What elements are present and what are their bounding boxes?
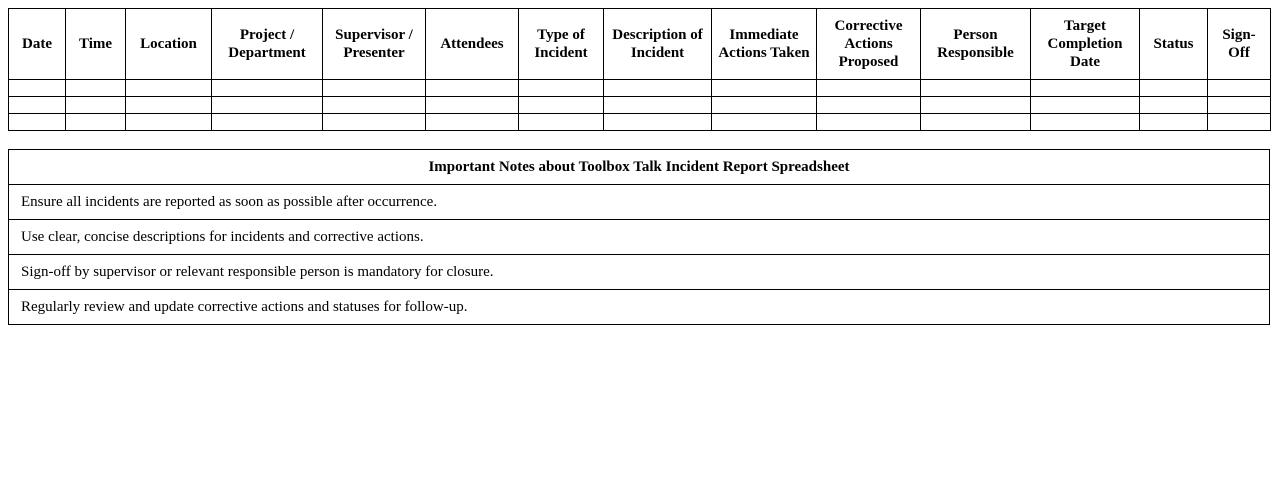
table-cell[interactable] — [426, 97, 519, 114]
header-person-responsible: Person Responsible — [921, 9, 1031, 80]
table-cell[interactable] — [126, 114, 212, 131]
table-cell[interactable] — [66, 114, 126, 131]
table-row — [9, 80, 1271, 97]
table-cell[interactable] — [519, 80, 604, 97]
table-cell[interactable] — [9, 114, 66, 131]
note-item: Regularly review and update corrective actions and statuses for follow-up. — [9, 290, 1270, 325]
table-cell[interactable] — [1208, 80, 1271, 97]
header-date: Date — [9, 9, 66, 80]
table-cell[interactable] — [604, 97, 712, 114]
header-target-completion-date: Target Completion Date — [1031, 9, 1140, 80]
note-row — [9, 290, 1270, 325]
table-cell[interactable] — [323, 97, 426, 114]
header-row — [9, 9, 1271, 80]
notes-table — [8, 149, 1270, 325]
table-cell[interactable] — [9, 97, 66, 114]
table-cell[interactable] — [9, 80, 66, 97]
table-cell[interactable] — [817, 97, 921, 114]
note-item: Sign-off by supervisor or relevant responsible person is mandatory for closure. — [9, 255, 1270, 290]
note-item: Ensure all incidents are reported as soon as possible after occurrence. — [9, 185, 1270, 220]
header-attendees: Attendees — [426, 9, 519, 80]
header-supervisor-presenter: Supervisor / Presenter — [323, 9, 426, 80]
header-status: Status — [1140, 9, 1208, 80]
incident-report-table — [8, 8, 1271, 131]
table-row — [9, 114, 1271, 131]
note-row — [9, 185, 1270, 220]
header-corrective-actions-proposed: Corrective Actions Proposed — [817, 9, 921, 80]
table-cell[interactable] — [1140, 80, 1208, 97]
header-sign-off: Sign-Off — [1208, 9, 1271, 80]
notes-header-row — [9, 150, 1270, 185]
table-cell[interactable] — [921, 80, 1031, 97]
table-cell[interactable] — [126, 97, 212, 114]
table-cell[interactable] — [426, 80, 519, 97]
table-cell[interactable] — [1031, 80, 1140, 97]
table-cell[interactable] — [212, 80, 323, 97]
table-cell[interactable] — [519, 97, 604, 114]
table-cell[interactable] — [519, 114, 604, 131]
header-description-of-incident: Description of Incident — [604, 9, 712, 80]
table-cell[interactable] — [426, 114, 519, 131]
note-row — [9, 220, 1270, 255]
table-cell[interactable] — [212, 114, 323, 131]
table-cell[interactable] — [604, 80, 712, 97]
table-cell[interactable] — [817, 80, 921, 97]
header-immediate-actions-taken: Immediate Actions Taken — [712, 9, 817, 80]
table-cell[interactable] — [1140, 97, 1208, 114]
table-cell[interactable] — [604, 114, 712, 131]
header-type-of-incident: Type of Incident — [519, 9, 604, 80]
table-cell[interactable] — [712, 97, 817, 114]
table-cell[interactable] — [921, 114, 1031, 131]
table-row — [9, 97, 1271, 114]
table-cell[interactable] — [1208, 114, 1271, 131]
table-cell[interactable] — [323, 80, 426, 97]
table-cell[interactable] — [66, 80, 126, 97]
note-row — [9, 255, 1270, 290]
table-cell[interactable] — [212, 97, 323, 114]
report-table-body — [9, 80, 1271, 131]
table-cell[interactable] — [126, 80, 212, 97]
table-cell[interactable] — [323, 114, 426, 131]
table-cell[interactable] — [921, 97, 1031, 114]
header-location: Location — [126, 9, 212, 80]
table-cell[interactable] — [1031, 114, 1140, 131]
table-cell[interactable] — [1140, 114, 1208, 131]
table-cell[interactable] — [1031, 97, 1140, 114]
table-cell[interactable] — [712, 114, 817, 131]
header-project-department: Project / Department — [212, 9, 323, 80]
notes-title: Important Notes about Toolbox Talk Incident Report Spreadsheet — [9, 150, 1270, 185]
table-cell[interactable] — [712, 80, 817, 97]
note-item: Use clear, concise descriptions for incidents and corrective actions. — [9, 220, 1270, 255]
table-cell[interactable] — [66, 97, 126, 114]
table-cell[interactable] — [1208, 97, 1271, 114]
header-time: Time — [66, 9, 126, 80]
table-cell[interactable] — [817, 114, 921, 131]
